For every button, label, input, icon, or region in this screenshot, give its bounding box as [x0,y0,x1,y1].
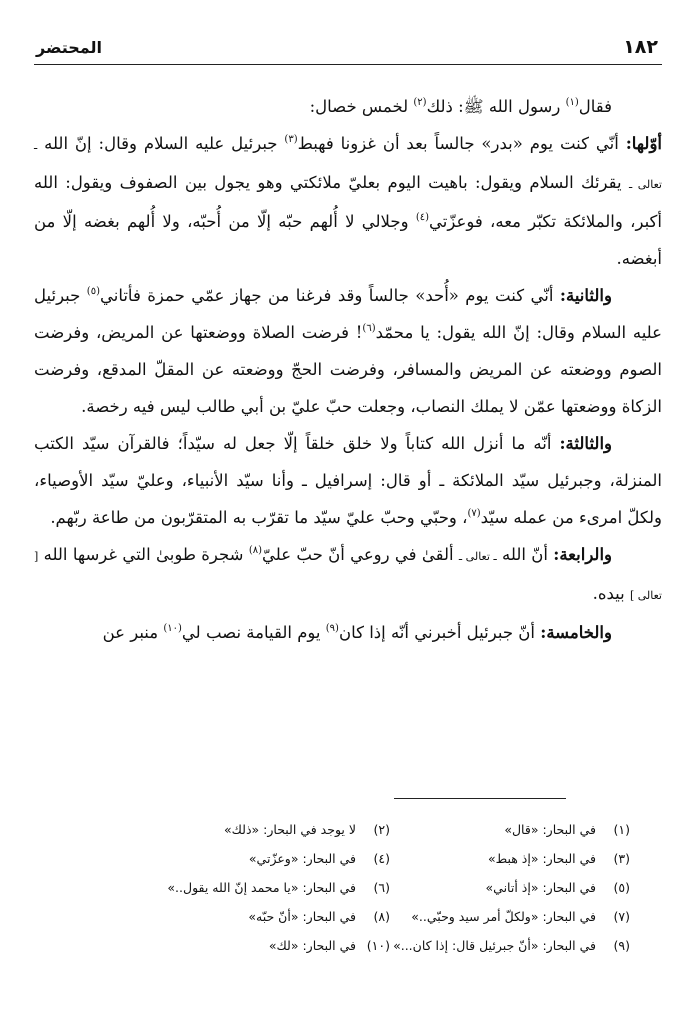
footnote-ref: (٢) [413,97,427,108]
footnote-ref: (٨) [248,545,262,556]
paragraph-lead: أوّلها: [625,134,662,153]
paragraph-lead: والثالثة: [559,434,612,453]
paragraph-lead: والثانية: [559,286,612,305]
footnotes [150,818,630,957]
footnote-ref: (٦) [362,323,376,334]
page-header [34,34,662,60]
main-text [34,88,662,651]
book-title: المحتضر [36,38,102,57]
footnote-divider [394,798,566,799]
paragraph-first: أوّلها: أنّي كنت يوم «بدر» جالساً بعد أن غزونا فهبط$^{(٣)}$ جبرئيل عليه السلام وقال: إنّ الله ـ تعالى ـ يقرئك السلام ويقول: باهيت اليوم بعليّ ملائكتي وهو يجول بين الصفوف ويقول: الله أكبر، والملائكة تكبّر معه، فوعزّتي$^{(٤)}$ وجلالي لا أُلهم حبّه إلّا من أُحبّه، ولا أُلهم بغضه إلّا من أبغضه. [34,134,662,268]
footnote-item: (٤) في البحار: «وعزّتي» [248,851,390,866]
footnote-item: (٨) في البحار: «أنّ حبّه» [248,909,390,924]
page-number: ١٨٢ [623,36,658,58]
footnote-item: (١٠) في البحار: «لك» [268,938,390,953]
footnote-item: (٣) في البحار: «إذ هبط» [487,851,630,866]
paragraph-intro: فقال$^{(١)}$ رسول الله ﷺ: ذلك$^{(٢)}$ لخمس خصال: [309,97,612,116]
footnote-item: (٢) لا يوجد في البحار: «ذلك» [223,822,390,837]
paragraph-third: والثالثة: أنّه ما أنزل الله كتاباً ولا خلق خلقاً إلّا جعل له سيّداً؛ فالقرآن سيّد الكتب المنزلة، وجبرئيل سيّد الملائكة ـ أو قال: إسرافيل ـ وأنا سيّد الأنبياء، وعليّ سيّد الأوصياء، ولكلّ امرىء من عمله سيّد$^{(٧)}$، وحبّي وحبّ عليّ سيّد ما تقرّب به المتقرّبون من طاعة ربّهم. [34,434,662,527]
footnote-ref: (٤) [415,212,430,223]
footnote-ref: (٥) [86,286,100,297]
footnote-ref: (٩) [325,623,339,634]
paragraph-lead: والرابعة: [553,545,613,564]
footnote-item: (٩) في البحار: «أنّ جبرئيل قال: إذا كان...» [393,938,630,953]
paragraph-second: والثانية: أنّي كنت يوم «أُحد» جالساً وقد فرغنا من جهاز عمّي حمزة فأتاني$^{(٥)}$ جبرئيل عليه السلام وقال: إنّ الله يقول: يا محمّد$^{(٦)}$! فرضت الصلاة ووضعتها عن المريض، وفرضت الصوم ووضعته عن المريض والمسافر، وفرضت الحجّ ووضعته عن المقلّ المدقع، وفرضت الزكاة ووضعتها عمّن لا يملك النصاب، وجعلت حبّ عليّ بن أبي طالب ليس فيه رخصة. [34,286,662,416]
footnote-ref: (١) [565,97,579,108]
paragraph-fourth: والرابعة: أنّ الله ـ تعالى ـ ألقىٰ في روعي أنّ حبّ عليّ$^{(٨)}$ شجرة طوبىٰ التي غرسها الله [ تعالى ] بيده. [34,545,662,603]
footnote-item: (٥) في البحار: «إذ أتاني» [485,880,630,895]
paragraph-lead: والخامسة: [540,623,612,642]
paragraph-fifth: والخامسة: أنّ جبرئيل أخبرني أنّه إذا كان$^{(٩)}$ يوم القيامة نصب لي$^{(١٠)}$ منبر عن [102,623,612,642]
footnote-ref: (٣) [284,134,298,145]
footnote-item: (٧) في البحار: «ولكلّ أمر سيد وحبّي..» [411,909,630,924]
footnote-item: (٦) في البحار: «يا محمد إنّ الله يقول..» [167,880,390,895]
header-rule [34,64,662,65]
footnote-item: (١) في البحار: «قال» [504,822,630,837]
footnote-ref: (٧) [467,508,481,519]
footnote-ref: (١٠) [163,623,182,634]
